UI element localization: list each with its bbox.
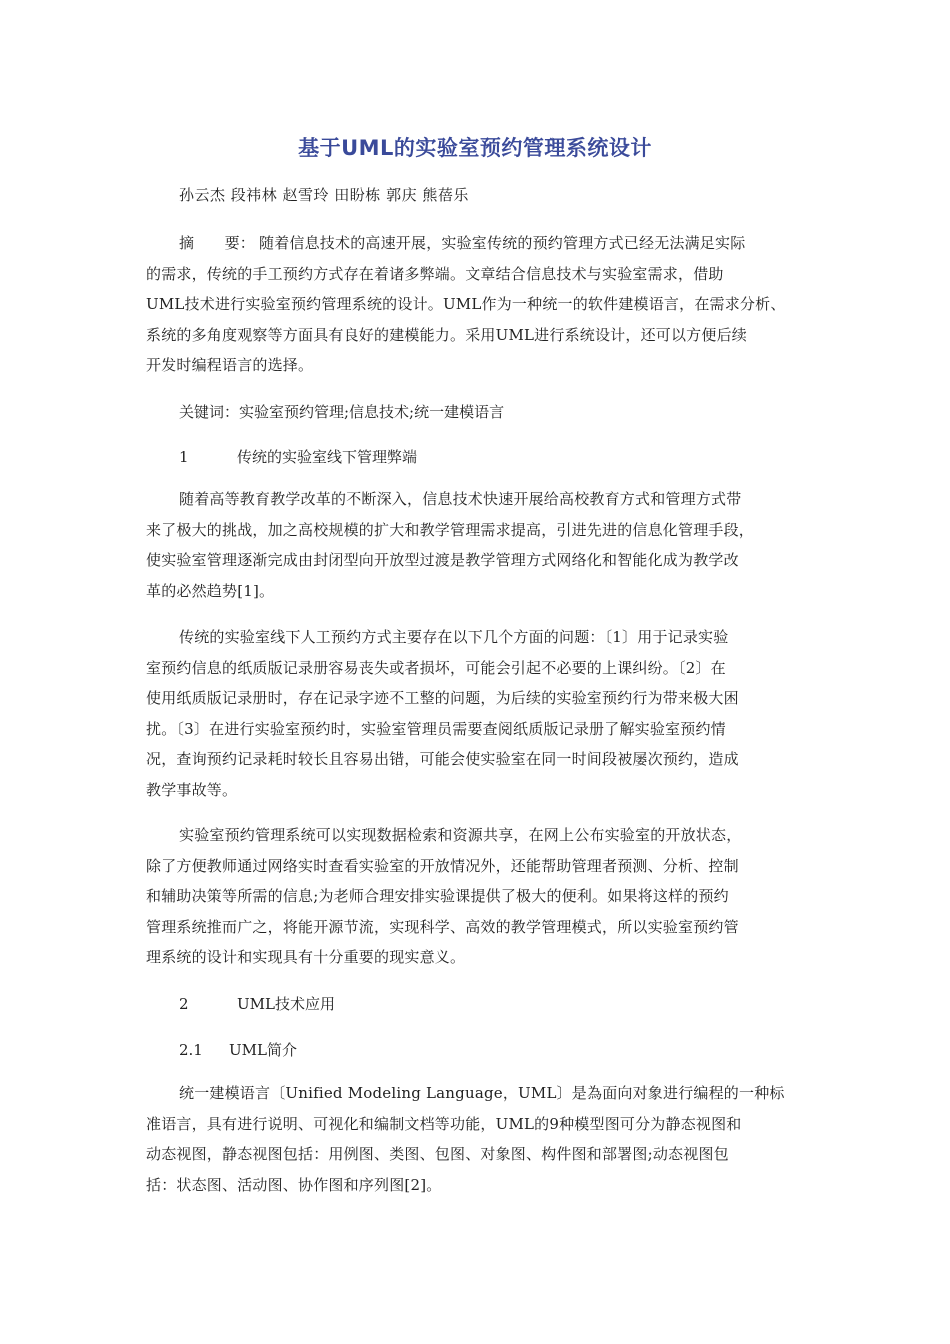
section-title: UML技术应用 [237,995,335,1013]
paragraph-line: 使实验室管理逐渐完成由封闭型向开放型过渡是教学管理方式网络化和智能化成为教学改 [146,551,739,569]
paragraph-line: 管理系统推而广之，将能开源节流，实现科学、高效的教学管理模式，所以实验室预约管 [146,917,739,936]
paragraph-line: 来了极大的挑战，加之高校规模的扩大和教学管理需求提高，引进先进的信息化管理手段， [146,520,755,539]
section-number: 2.1 [179,1041,203,1059]
section-heading-2 [179,993,335,1014]
paragraph-line: 和辅助决策等所需的信息;为老师合理安排实验课提供了极大的便利。如果将这样的预约 [146,887,729,905]
abstract [146,228,826,381]
paper-title: 基于UML的实验室预约管理系统设计 [298,136,652,160]
paragraph-line: 括：状态图、活动图、协作图和序列图[2]。 [146,1175,442,1194]
section-heading-1 [179,446,417,467]
paragraph-line: 准语言，具有进行说明、可视化和编制文档等功能，UML的9种模型图可分为静态视图和 [146,1114,742,1133]
paragraph-line: 理系统的设计和实现具有十分重要的现实意义。 [146,948,466,966]
paragraph-line: 况，查询预约记录耗时较长且容易出错，可能会使实验室在同一时间段被屡次预约，造成 [146,750,739,768]
paragraph-line: 随着高等教育教学改革的不断深入，信息技术快速开展给高校教育方式和管理方式带 [179,490,742,508]
paragraph-1 [146,484,826,606]
keywords: 关键词：实验室预约管理;信息技术;统一建模语言 [179,403,505,421]
paragraph-line: 革的必然趋势[1]。 [146,581,275,600]
section-number: 2 [179,995,189,1013]
abstract-line: 开发时编程语言的选择。 [146,356,314,374]
paragraph-4 [146,1078,826,1200]
abstract-line: 的需求，传统的手工预约方式存在着诸多弊端。文章结合信息技术与实验室需求，借助 [146,264,724,283]
abstract-label: 摘 要： [179,234,256,252]
abstract-line: 摘 要： 随着信息技术的高速开展，实验室传统的预约管理方式已经无法满足实际 [146,228,826,259]
abstract-line: UML技术进行实验室预约管理系统的设计。UML作为一种统一的软件建模语言，在需求分析、 [146,295,786,313]
paragraph-3 [146,820,826,973]
paragraph-line: 动态视图，静态视图包括：用例图、类图、包图、对象图、构件图和部署图;动态视图包 [146,1145,729,1163]
section-number: 1 [179,448,189,466]
paragraph-line: 扰。〔3〕在进行实验室预约时，实验室管理员需要查阅纸质版记录册了解实验室预约情 [146,719,726,738]
paragraph-2 [146,622,826,805]
paragraph-line: 教学事故等。 [146,780,238,799]
paragraph-line: 统一建模语言〔Unified Modeling Language，UML〕是為面向对象进行编程的一种标 [179,1084,785,1102]
author-list: 孙云杰 段祎林 赵雪玲 田盼栋 郭庆 熊蓓乐 [179,186,469,204]
paragraph-line: 除了方便教师通过网络实时查看实验室的开放情况外，还能帮助管理者预测、分析、控制 [146,856,739,875]
abstract-line: 系统的多角度观察等方面具有良好的建模能力。采用UML进行系统设计，还可以方便后续 [146,325,747,344]
section-title: 传统的实验室线下管理弊端 [237,448,418,466]
paragraph-line: 实验室预约管理系统可以实现数据检索和资源共享，在网上公布实验室的开放状态， [179,826,742,844]
paragraph-line: 室预约信息的纸质版记录册容易丧失或者损坏，可能会引起不必要的上课纠纷。〔2〕在 [146,658,726,677]
paragraph-line: 使用纸质版记录册时，存在记录字迹不工整的问题，为后续的实验室预约行为带来极大困 [146,689,739,707]
section-title: UML简介 [229,1041,297,1059]
paragraph-line: 传统的实验室线下人工预约方式主要存在以下几个方面的问题：〔1〕用于记录实验 [179,628,729,646]
section-heading-2-1 [179,1039,297,1060]
